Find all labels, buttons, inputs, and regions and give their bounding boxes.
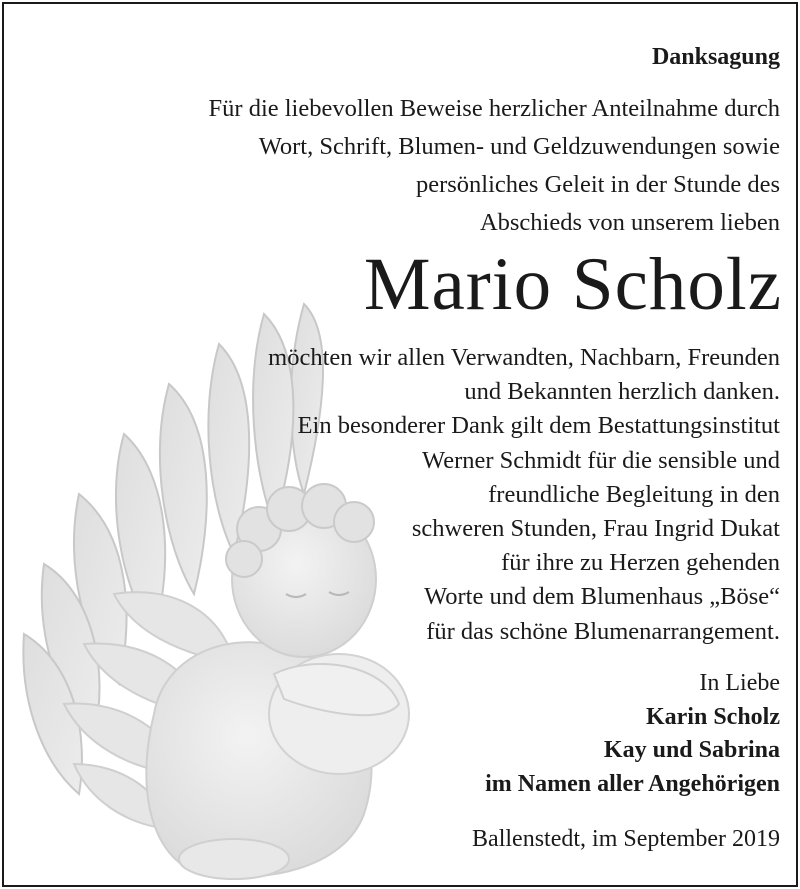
intro-text xyxy=(209,90,780,242)
notice-heading: Danksagung xyxy=(651,44,780,70)
intro-line: Abschieds von unserem lieben xyxy=(479,209,780,236)
place-date: Ballenstedt, im September 2019 xyxy=(472,826,780,852)
thanks-line: freundliche Begleitung in den xyxy=(488,480,780,508)
closing-block xyxy=(485,667,780,801)
obituary-notice xyxy=(2,2,798,887)
deceased-name: Mario Scholz xyxy=(363,243,782,326)
thanks-text xyxy=(268,341,780,649)
thanks-line: für ihre zu Herzen gehenden xyxy=(501,549,780,577)
thanks-line: und Bekannten herzlich danken. xyxy=(464,378,780,406)
thanks-line: Werner Schmidt für die sensible und xyxy=(422,446,780,474)
intro-line: Wort, Schrift, Blumen- und Geldzuwendungen sowie xyxy=(258,133,780,160)
thanks-line: Worte und dem Blumenhaus „Böse“ xyxy=(424,583,780,611)
signer-name: im Namen aller Angehörigen xyxy=(485,770,780,797)
thanks-line: möchten wir allen Verwandten, Nachbarn, Freunden xyxy=(268,344,780,371)
thanks-line: Ein besonderer Dank gilt dem Bestattungsinstitut xyxy=(297,412,780,440)
signer-name: Kay und Sabrina xyxy=(603,737,780,763)
thanks-line: schweren Stunden, Frau Ingrid Dukat xyxy=(411,515,780,543)
intro-line: persönliches Geleit in der Stunde des xyxy=(415,171,780,198)
closing-phrase: In Liebe xyxy=(699,670,780,696)
intro-line: Für die liebevollen Beweise herzlicher Anteilnahme durch xyxy=(208,95,780,122)
thanks-line: für das schöne Blumenarrangement. xyxy=(426,617,780,645)
signer-name: Karin Scholz xyxy=(645,703,780,730)
